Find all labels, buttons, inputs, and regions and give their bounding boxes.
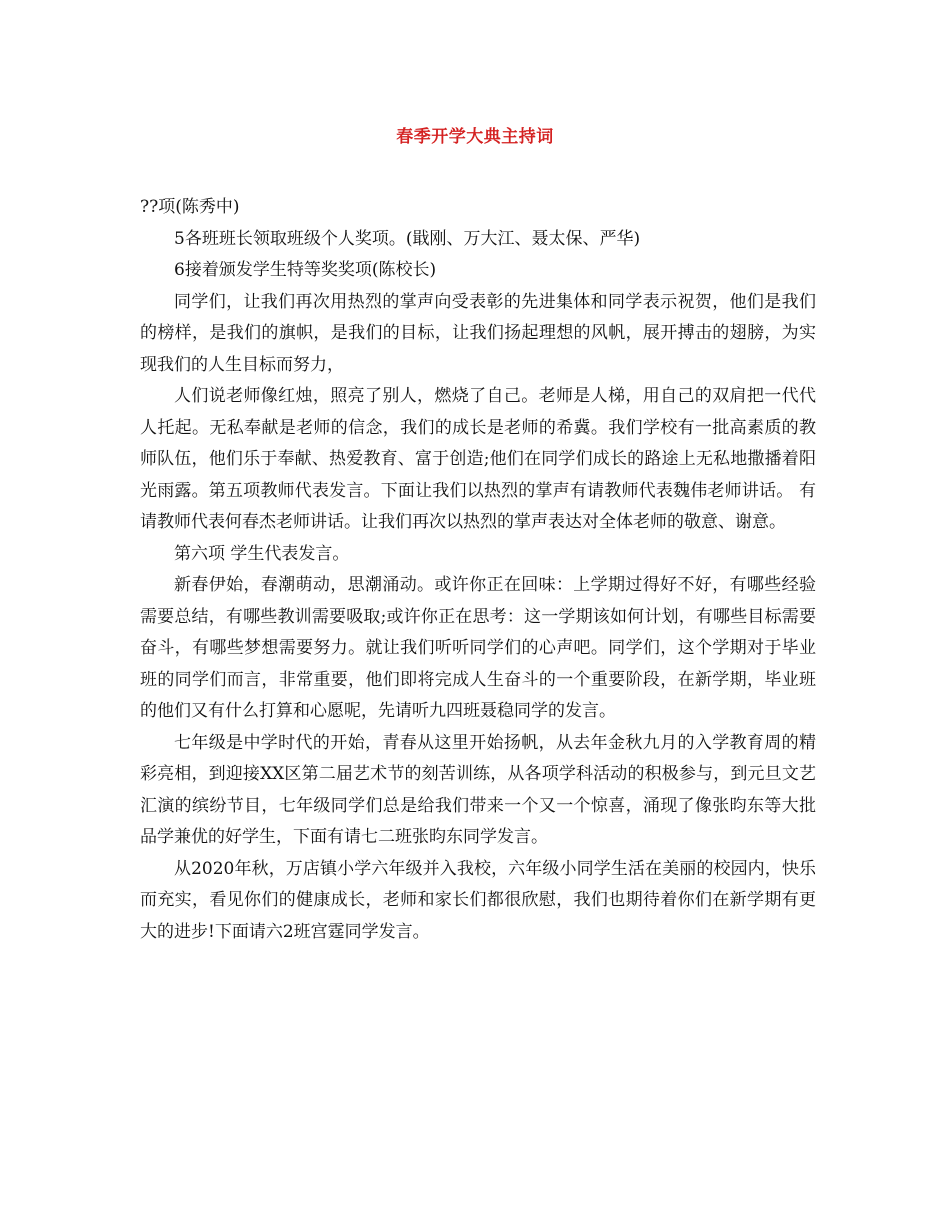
document-body: [140, 192, 816, 948]
paragraph: 第六项 学生代表发言。: [174, 543, 350, 564]
paragraph: 七年级是中学时代的开始，青春从这里开始扬帆，从去年金秋九月的入学教育周的精彩亮相，到迎接XX区第二届艺术节的刻苦训练，从各项学科活动的积极参与，到元旦文艺汇演的缤纷节目，七年级同学们总是给我们带来一个又一个惊喜，涌现了像张昀东等大批品学兼优的好学生，下面有请七二班张昀东同学发言。: [140, 732, 816, 847]
paragraph: 6接着颁发学生特等奖奖项(陈校长): [174, 260, 437, 280]
paragraph: 新春伊始，春潮萌动，思潮涌动。或许你正在回味：上学期过得好不好，有哪些经验需要总结，有哪些教训需要吸取;或许你正在思考：这一学期该如何计划，有哪些目标需要奋斗，有哪些梦想需要努力。就让我们听听同学们的心声吧。同学们，这个学期对于毕业班的同学们而言，非常重要，他们即将完成人生奋斗的一个重要阶段，在新学期，毕业班的他们又有什么打算和心愿呢，先请听九四班聂稳同学的发言。: [140, 575, 816, 721]
paragraph: 5各班班长领取班级个人奖项。(戢刚、万大江、聂太保、严华): [174, 228, 641, 249]
paragraph: 从2020年秋，万店镇小学六年级并入我校，六年级小同学生活在美丽的校园内，快乐而充实，看见你们的健康成长，老师和家长们都很欣慰，我们也期待着你们在新学期有更大的进步!下面请六2班宫霆同学发言。: [140, 858, 816, 942]
document-title: 春季开学大典主持词: [396, 127, 554, 147]
paragraph: ??项(陈秀中): [140, 197, 240, 217]
paragraph: 同学们，让我们再次用热烈的掌声向受表彰的先进集体和同学表示祝贺，他们是我们的榜样，是我们的旗帜，是我们的目标，让我们扬起理想的风帆，展开搏击的翅膀，为实现我们的人生目标而努力，: [140, 291, 816, 375]
paragraph: 人们说老师像红烛，照亮了别人，燃烧了自己。老师是人梯，用自己的双肩把一代代人托起。无私奉献是老师的信念，我们的成长是老师的希冀。我们学校有一批高素质的教师队伍，他们乐于奉献、热爱教育、富于创造;他们在同学们成长的路途上无私地撒播着阳光雨露。第五项教师代表发言。下面让我们以热烈的掌声有请教师代表魏伟老师讲话。 有请教师代表何春杰老师讲话。让我们再次以热烈的掌声表达对全体老师的敬意、谢意。: [140, 386, 816, 532]
